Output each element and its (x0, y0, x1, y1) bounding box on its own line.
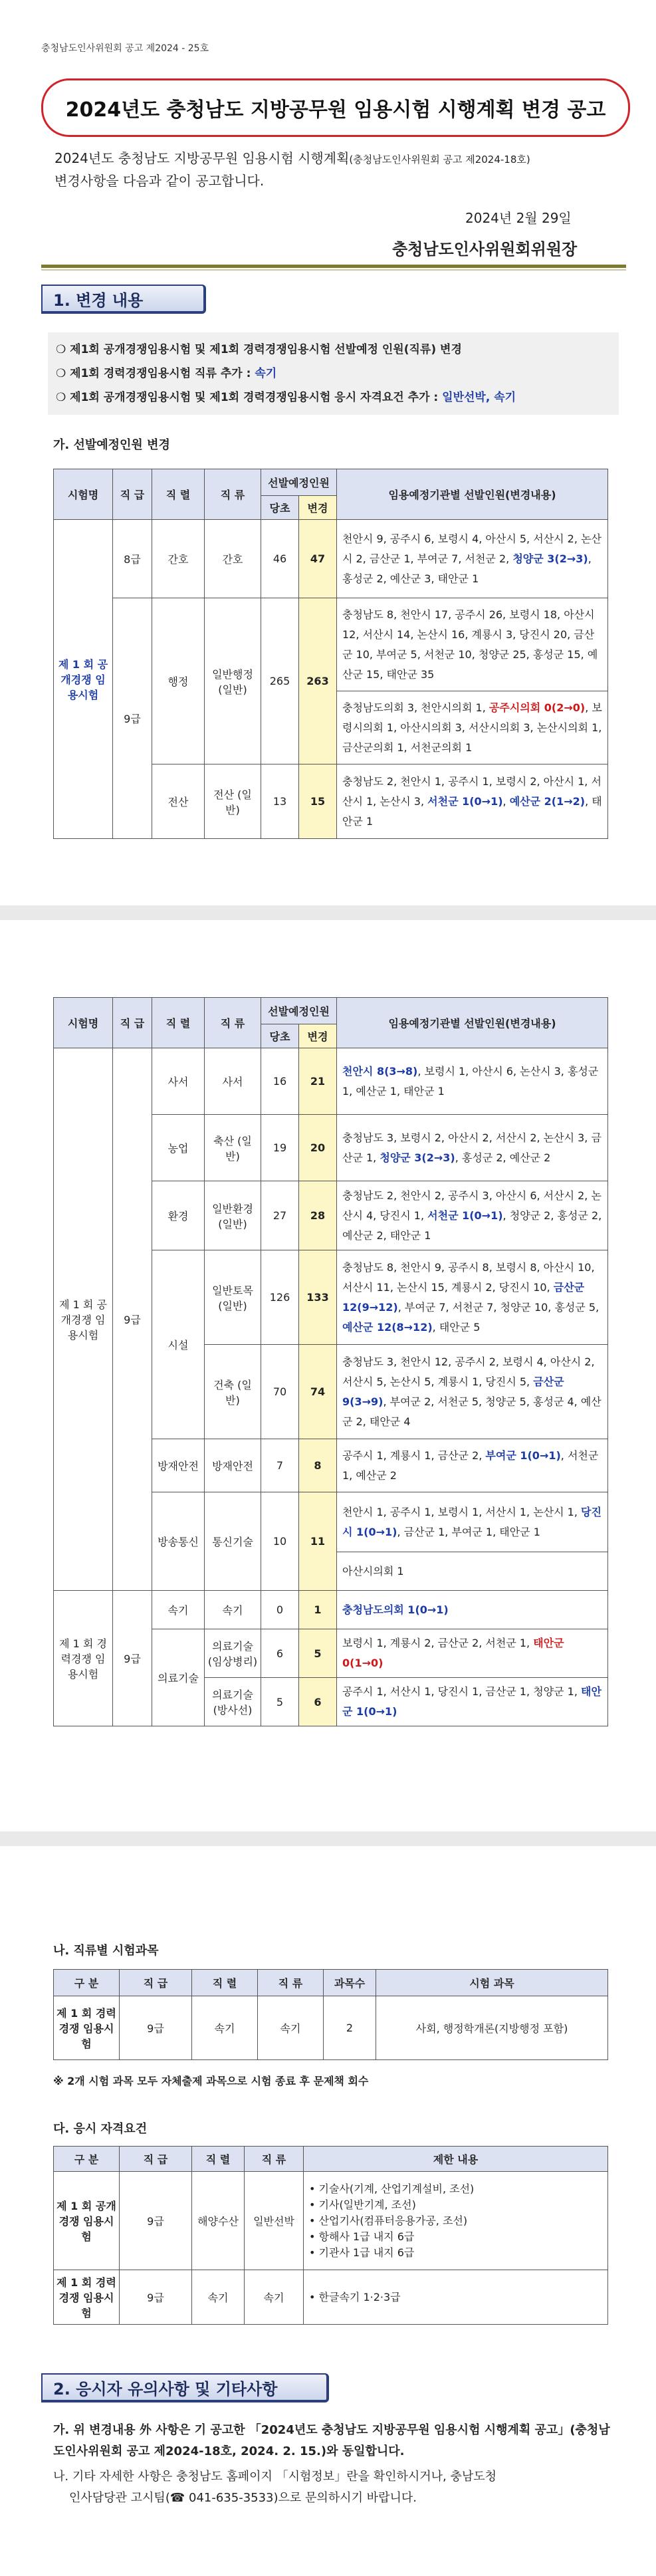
section-1-heading: 1. 변경 내용 (41, 285, 206, 314)
page-break (0, 905, 656, 920)
planned-quota-table-1: 시험명 직 급 직 렬 직 류 선발예정인원 임용예정기관별 선발인원(변경내용) 당초 변경 제 1 회 공개경쟁 임용시험 8급 간호 간호 46 47 천안시 9, 공주시 6, 보령시 4, 아산시 5, 서산시 2, 논산시 2, 금산군 1, 부여군 7, 서천군 2, 청양군 3(2→3), 홍성군 2, 예산군 3, 태안군 1 9급 행정 일반행정 (일반) 265 263 충청남도 8, 천안시 17, 공주시 26, 보령시 18, 아산시 12, 서산시 14, 논산시 16, 계룡시 3, 당진시 20, 금산군 10, 부여군 5, 서천군 10, 청양군 25, 홍성군 15, 예산군 15, 태안군 35 충청남도의회 3, 천안시의회 1, 공주시의회 0(2→0), 보령시의회 1, 아산시의회 3, 서산시의회 3, 논산시의회 1, 금산군의회 1, 서천군의회 1 전산 전산 (일반) 13 15 충청남도 2, 천안시 1, 공주시 1, 보령시 2, 아산시 1, 서산시 1, 논산시 3, 서천군 1(0→1), 예산군 2(1→2), 태안군 1 (53, 469, 608, 839)
table-row: 시설 일반토목 (일반) 126 133 충청남도 8, 천안시 9, 공주시 8, 보령시 8, 아산시 10, 서산시 11, 논산시 15, 계룡시 2, 당진시 10, 금산군 12(9→12), 부여군 7, 서천군 7, 청양군 10, 홍성군 5, 예산군 12(8→12), 태안군 5 (54, 1250, 608, 1345)
intro-text: 2024년도 충청남도 지방공무원 임용시험 시행계획(충청남도인사위원회 공고 제2024-18호) 변경사항을 다음과 같이 공고합니다. (55, 150, 530, 189)
note-item: ❍ 제1회 공개경쟁임용시험 및 제1회 경력경쟁임용시험 선발예정 인원(직류) 변경 (56, 343, 462, 356)
signer: 충청남도인사위원회위원장 (392, 240, 578, 259)
table-row: 충청남도의회 3, 천안시의회 1, 공주시의회 0(2→0), 보령시의회 1, 아산시의회 3, 서산시의회 3, 논산시의회 1, 금산군의회 1, 서천군의회 1 (54, 691, 608, 764)
table-row: 아산시의회 1 (54, 1552, 608, 1591)
note-item: ❍ 제1회 공개경쟁임용시험 및 제1회 경력경쟁임용시험 응시 자격요건 추가 : 일반선박, 속기 (56, 391, 516, 404)
subheading-b: 나. 직류별 시험과목 (53, 1944, 159, 1958)
section-2-heading: 2. 응시자 유의사항 및 기타사항 (41, 2373, 329, 2402)
planned-quota-table-2: 시험명 직 급 직 렬 직 류 선발예정인원 임용예정기관별 선발인원(변경내용) 당초 변경 제 1 회 공개경쟁 임용시험 9급 사서 사서 16 21 천안시 8(3→8), 보령시 1, 아산시 6, 논산시 3, 홍성군 1, 예산군 1, 태안군 1 농업 축산 (일반) 19 20 충청남도 3, 보령시 2, 아산시 2, 서산시 2, 논산시 3, 금산군 1, 청양군 3(2→3), 홍성군 2, 예산군 2 환경 일반환경 (일반) 27 28 충청남도 2, 천안시 2, 공주시 3, 아산시 6, 서산시 2, 논산시 4, 당진시 1, 서천군 1(0→1), 청양군 2, 홍성군 2, 예산군 2, 태안군 1 시설 일반토목 (일반) 126 133 충청남도 8, 천안시 9, 공주시 8, 보령시 8, 아산시 10, 서산시 11, 논산시 15, 계룡시 2, 당진시 10, 금산군 12(9→12), 부여군 7, 서천군 7, 청양군 10, 홍성군 5, 예산군 12(8→12), 태안군 5 건축 (일반) 70 74 충청남도 3, 천안시 12, 공주시 2, 보령시 4, 아산시 2, 서산시 5, 논산시 5, 계룡시 1, 당진시 5, 금산군 9(3→9), 부여군 2, 서천군 5, 청양군 5, 홍성군 4, 예산군 2, 태안군 4 방재안전 방재안전 7 8 공주시 1, 계룡시 1, 금산군 2, 부여군 1(0→1), 서천군 1, 예산군 2 방송통신 통신기술 10 11 천안시 1, 공주시 1, 보령시 1, 서산시 1, 논산시 1, 당진시 1(0→1), 금산군 1, 부여군 1, 태안군 1 아산시의회 1 제 1 회 경력경쟁 임용시험 9급 속기 속기 0 1 충청남도의회 1(0→1) 의료기술 의료기술 (임상병리) 6 5 보령시 1, 계룡시 2, 금산군 2, 서천군 1, 태안군 0(1→0) 의료기술 (방사선) 5 6 공주시 1, 서산시 1, 당진시 1, 금산군 1, 청양군 1, 태안군 1(0→1) (53, 997, 608, 1726)
divider (41, 265, 626, 268)
subheading-a: 가. 선발예정인원 변경 (53, 438, 170, 452)
note-ga: 가. 위 변경내용 外 사항은 기 공고한 「2024년도 충청남도 지방공무원 임용시험 시행계획 공고」(충청남도인사위원회 공고 제2024-18호, 2024. 2. 15.)와 동일합니다. (53, 2423, 610, 2458)
page-break (0, 1831, 656, 1846)
exam-subjects-table: 구 분 직 급 직 렬 직 류 과목수 시험 과목 제 1 회 경력경쟁 임용시험 9급 속기 속기 2 사회, 행정학개론(지방행정 포함) (53, 1969, 608, 2060)
table-row: 제 1 회 공개경쟁 임용시험 9급 사서 사서 16 21 천안시 8(3→8), 보령시 1, 아산시 6, 논산시 3, 홍성군 1, 예산군 1, 태안군 1 (54, 1048, 608, 1115)
table-row: 9급 행정 일반행정 (일반) 265 263 충청남도 8, 천안시 17, 공주시 26, 보령시 18, 아산시 12, 서산시 14, 논산시 16, 계룡시 3, 당진시 20, 금산군 10, 부여군 5, 서천군 10, 청양군 25, 홍성군 15, 예산군 15, 태안군 35 (54, 598, 608, 691)
table-row: 의료기술 의료기술 (임상병리) 6 5 보령시 1, 계룡시 2, 금산군 2, 서천군 1, 태안군 0(1→0) (54, 1629, 608, 1678)
subheading-c: 다. 응시 자격요건 (53, 2122, 148, 2136)
table-row: 제 1 회 공개경쟁 임용시험 9급 해양수산 일반선박 • 기술사(기계, 산업기계설비, 조선) • 기사(일반기계, 조선) • 산업기사(컴퓨터응용가공, 조선) • 항해사 1급 내지 6급 • 기관사 1급 내지 6급 (54, 2172, 608, 2270)
table-row: 제 1 회 경력경쟁 임용시험 9급 속기 속기 • 한글속기 1·2·3급 (54, 2270, 608, 2325)
change-notes (48, 332, 619, 415)
table-row: 제 1 회 공개경쟁 임용시험 8급 간호 간호 46 47 천안시 9, 공주시 6, 보령시 4, 아산시 5, 서산시 2, 논산시 2, 금산군 1, 부여군 7, 서천군 2, 청양군 3(2→3), 홍성군 2, 예산군 3, 태안군 1 (54, 520, 608, 598)
table-row: 환경 일반환경 (일반) 27 28 충청남도 2, 천안시 2, 공주시 3, 아산시 6, 서산시 2, 논산시 4, 당진시 1, 서천군 1(0→1), 청양군 2, 홍성군 2, 예산군 2, 태안군 1 (54, 1181, 608, 1250)
table-row: 의료기술 (방사선) 5 6 공주시 1, 서산시 1, 당진시 1, 금산군 1, 청양군 1, 태안군 1(0→1) (54, 1678, 608, 1726)
notice-date: 2024년 2월 29일 (465, 210, 572, 226)
page-title: 2024년도 충청남도 지방공무원 임용시험 시행계획 변경 공고 (41, 78, 630, 137)
table-row: 방송통신 통신기술 10 11 천안시 1, 공주시 1, 보령시 1, 서산시 1, 논산시 1, 당진시 1(0→1), 금산군 1, 부여군 1, 태안군 1 (54, 1492, 608, 1552)
table-row: 농업 축산 (일반) 19 20 충청남도 3, 보령시 2, 아산시 2, 서산시 2, 논산시 3, 금산군 1, 청양군 3(2→3), 홍성군 2, 예산군 2 (54, 1115, 608, 1181)
table-row: 제 1 회 경력경쟁 임용시험 9급 속기 속기 0 1 충청남도의회 1(0→1) (54, 1591, 608, 1629)
table-row: 제 1 회 경력경쟁 임용시험 9급 속기 속기 2 사회, 행정학개론(지방행정 포함) (54, 1996, 608, 2060)
divider (41, 269, 626, 271)
subjects-note: ※ 2개 시험 과목 모두 자체출제 과목으로 시험 종료 후 문제책 회수 (53, 2075, 369, 2087)
note-item: ❍ 제1회 경력경쟁임용시험 직류 추가 : 속기 (56, 367, 277, 380)
table-row: 전산 전산 (일반) 13 15 충청남도 2, 천안시 1, 공주시 1, 보령시 2, 아산시 1, 서산시 1, 논산시 3, 서천군 1(0→1), 예산군 2(1→2), 태안군 1 (54, 764, 608, 839)
table-row: 건축 (일반) 70 74 충청남도 3, 천안시 12, 공주시 2, 보령시 4, 아산시 2, 서산시 5, 논산시 5, 계룡시 1, 당진시 5, 금산군 9(3→9), 부여군 2, 서천군 5, 청양군 5, 홍성군 4, 예산군 2, 태안군 4 (54, 1345, 608, 1439)
note-na: 나. 기타 자세한 사항은 충청남도 홈페이지 「시험정보」란을 확인하시거나, 충남도청 인사담당관 고시팀(☎ 041-635-3533)으로 문의하시기 바랍니다. (53, 2470, 497, 2505)
eligibility-table: 구 분 직 급 직 렬 직 류 제한 내용 제 1 회 공개경쟁 임용시험 9급 해양수산 일반선박 • 기술사(기계, 산업기계설비, 조선) • 기사(일반기계, 조선) • 산업기사(컴퓨터응용가공, 조선) • 항해사 1급 내지 6급 • 기관사 1급 내지 6급 제 1 회 경력경쟁 임용시험 9급 속기 속기 • 한글속기 1·2·3급 (53, 2146, 608, 2325)
table-row: 방재안전 방재안전 7 8 공주시 1, 계룡시 1, 금산군 2, 부여군 1(0→1), 서천군 1, 예산군 2 (54, 1439, 608, 1492)
notice-number: 충청남도인사위원회 공고 제2024 - 25호 (41, 43, 209, 54)
